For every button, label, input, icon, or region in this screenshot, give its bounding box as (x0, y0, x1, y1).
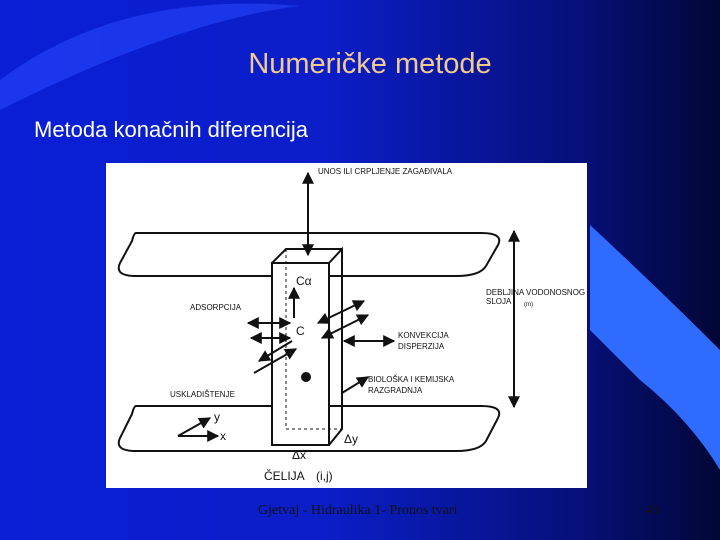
label-c-alpha: Cα (296, 274, 312, 288)
label-axis-x: x (220, 429, 226, 443)
label-cell: ČELIJA (264, 469, 305, 483)
label-degradation-2: RAZGRADNJA (368, 386, 423, 395)
label-delta-y: Δy (344, 432, 359, 446)
slide-footer: Gjetvaj - Hidraulika 1- Pronos tvari (258, 503, 458, 518)
label-convection-2: DISPERZIJA (398, 342, 445, 351)
slide-subtitle: Metoda konačnih diferencija (34, 117, 308, 142)
label-adsorption: ADSORPCIJA (190, 303, 242, 312)
label-thickness-unit: (m) (524, 302, 533, 308)
degradation-arrow (342, 377, 368, 393)
label-thickness-1: DEBLJINA VODONOSNOG (486, 288, 586, 297)
finite-difference-cell-diagram (106, 163, 587, 488)
label-convection-1: KONVEKCIJA (398, 331, 449, 340)
label-axis-y: y (214, 410, 220, 424)
slide-title: Numeričke metode (248, 48, 492, 80)
label-storage: USKLADIŠTENJE (170, 390, 235, 399)
cell-front-face (272, 263, 329, 445)
y-axis-arrow (178, 418, 210, 436)
label-source: UNOS ILI CRPLJENJE ZAGAĐIVALA (318, 167, 453, 176)
cell-side-face (329, 249, 342, 445)
right-swoosh (590, 225, 720, 470)
label-cell-index: (i,j) (316, 469, 333, 483)
label-thickness-2: SLOJA (486, 297, 512, 306)
label-degradation-1: BIOLOŠKA I KEMIJSKA (368, 375, 455, 384)
label-c: C (296, 324, 305, 338)
label-delta-x: Δx (292, 448, 307, 462)
cell-node-point (301, 372, 311, 382)
page-number: 49 (645, 503, 659, 518)
diagram-figure (106, 163, 587, 488)
